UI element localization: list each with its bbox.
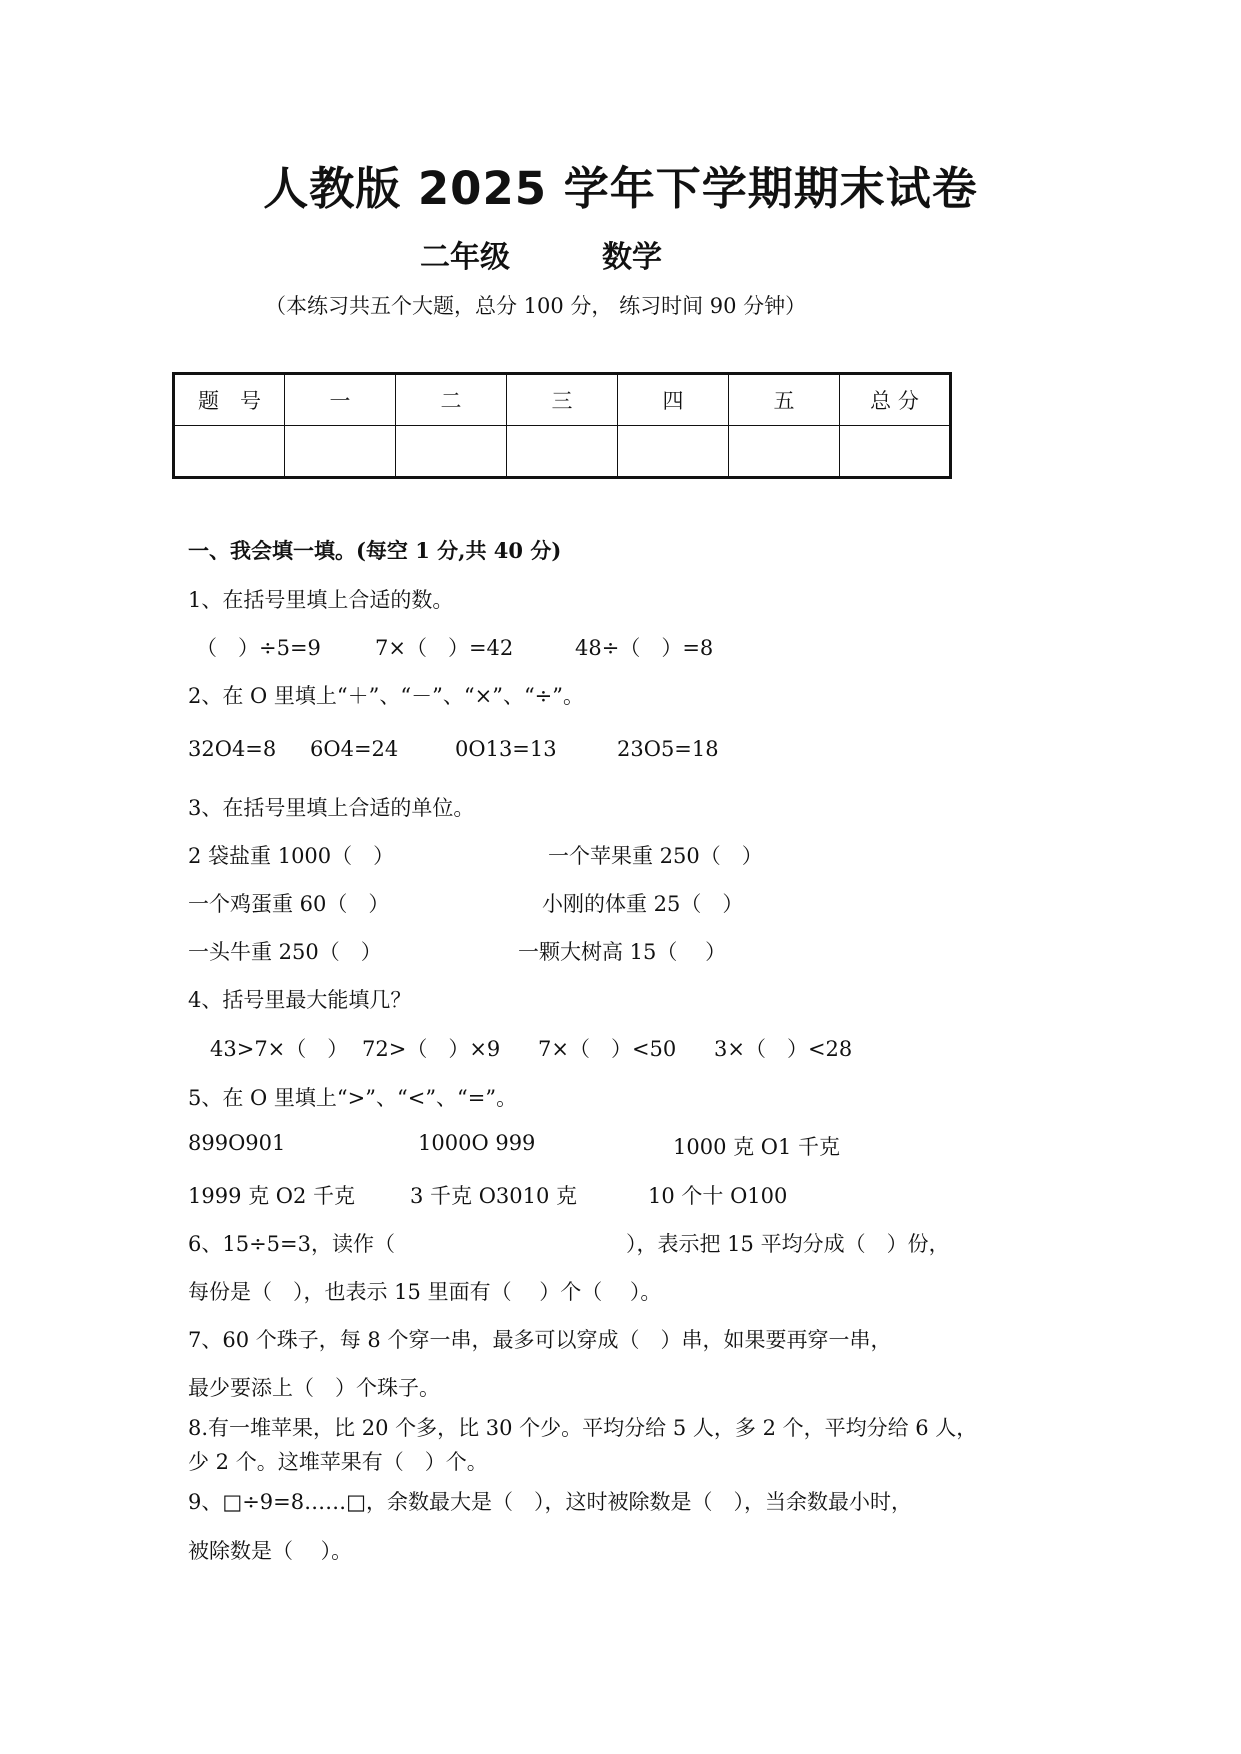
question-line: 最少要添上（ ）个珠子。 [188, 1376, 440, 1400]
question-line: 7、60 个珠子，每 8 个穿一串，最多可以穿成（ ）串，如果要再穿一串， [188, 1328, 892, 1352]
question-item: 7×（ ）=42 [375, 636, 514, 660]
question-item: 小刚的体重 25（ ） [542, 892, 744, 916]
score-table-header-cell: 四 [618, 374, 729, 426]
question-item: 899O901 [188, 1131, 286, 1155]
question-item: 43>7×（ ） [210, 1037, 349, 1061]
score-cell[interactable] [618, 426, 729, 478]
score-table-header-cell: 三 [507, 374, 618, 426]
score-cell[interactable] [507, 426, 618, 478]
score-table-header-cell: 题 号 [174, 374, 285, 426]
question-prompt: 1、在括号里填上合适的数。 [188, 588, 454, 612]
question-item: 32O4=8 [188, 737, 277, 761]
score-table-header-cell: 二 [396, 374, 507, 426]
question-item: 0O13=13 [455, 737, 557, 761]
question-item: 48÷（ ）=8 [575, 636, 714, 660]
question-item: 72>（ ）×9 [362, 1037, 501, 1061]
question-item: 10 个十 O100 [648, 1184, 788, 1208]
exam-note: （本练习共五个大题，总分 100 分， 练习时间 90 分钟） [265, 294, 807, 318]
score-table-header-cell: 总 分 [840, 374, 951, 426]
question-item: 1999 克 O2 千克 [188, 1184, 356, 1208]
score-cell[interactable] [285, 426, 396, 478]
score-table-header-row [174, 374, 951, 426]
question-item: 1000 克 O1 千克 [673, 1135, 841, 1159]
score-table-header-cell: 一 [285, 374, 396, 426]
question-line: 9、□÷9=8……□，余数最大是（ ），这时被除数是（ ），当余数最小时， [188, 1490, 912, 1514]
question-item: 7×（ ）<50 [538, 1037, 677, 1061]
question-item: 23O5=18 [617, 737, 719, 761]
score-cell[interactable] [729, 426, 840, 478]
question-line: 被除数是（ ）。 [188, 1539, 353, 1563]
question-line: 少 2 个。这堆苹果有（ ）个。 [188, 1450, 488, 1474]
question-item: 1000O 999 [418, 1131, 536, 1155]
question-item: （ ）÷5=9 [196, 636, 321, 660]
question-prompt: 4、括号里最大能填几？ [188, 988, 412, 1012]
subject-label: 数学 [602, 240, 662, 275]
question-item: 3 千克 O3010 克 [410, 1184, 578, 1208]
question-item: 6O4=24 [310, 737, 399, 761]
question-prompt: 3、在括号里填上合适的单位。 [188, 796, 475, 820]
question-item: 2 袋盐重 1000（ ） [188, 844, 395, 868]
grade-label: 二年级 [420, 240, 510, 275]
question-line: 每份是（ ），也表示 15 里面有（ ）个（ ）。 [188, 1280, 662, 1304]
score-cell[interactable] [840, 426, 951, 478]
question-prompt: 5、在 O 里填上“>”、“<”、“=”。 [188, 1086, 518, 1110]
page-title: 人教版 2025 学年下学期期末试卷 [263, 162, 978, 215]
score-cell[interactable] [174, 426, 285, 478]
score-cell[interactable] [396, 426, 507, 478]
question-item: 一个鸡蛋重 60（ ） [188, 892, 390, 916]
score-table [172, 372, 952, 479]
question-item: 3×（ ）<28 [714, 1037, 853, 1061]
question-prompt: 2、在 O 里填上“＋”、“－”、“×”、“÷”。 [188, 684, 585, 708]
question-line: 6、15÷5=3，读作（ ），表示把 15 平均分成（ ）份， [188, 1232, 950, 1256]
question-line: 8.有一堆苹果，比 20 个多，比 30 个少。平均分给 5 人，多 2 个，平均分给 6 人， [188, 1416, 978, 1440]
question-item: 一颗大树高 15（ ） [518, 940, 727, 964]
question-item: 一个苹果重 250（ ） [548, 844, 763, 868]
question-item: 一头牛重 250（ ） [188, 940, 382, 964]
score-table-score-row [174, 426, 951, 478]
score-table-header-cell: 五 [729, 374, 840, 426]
section-heading: 一、我会填一填。(每空 1 分,共 40 分) [188, 538, 562, 563]
